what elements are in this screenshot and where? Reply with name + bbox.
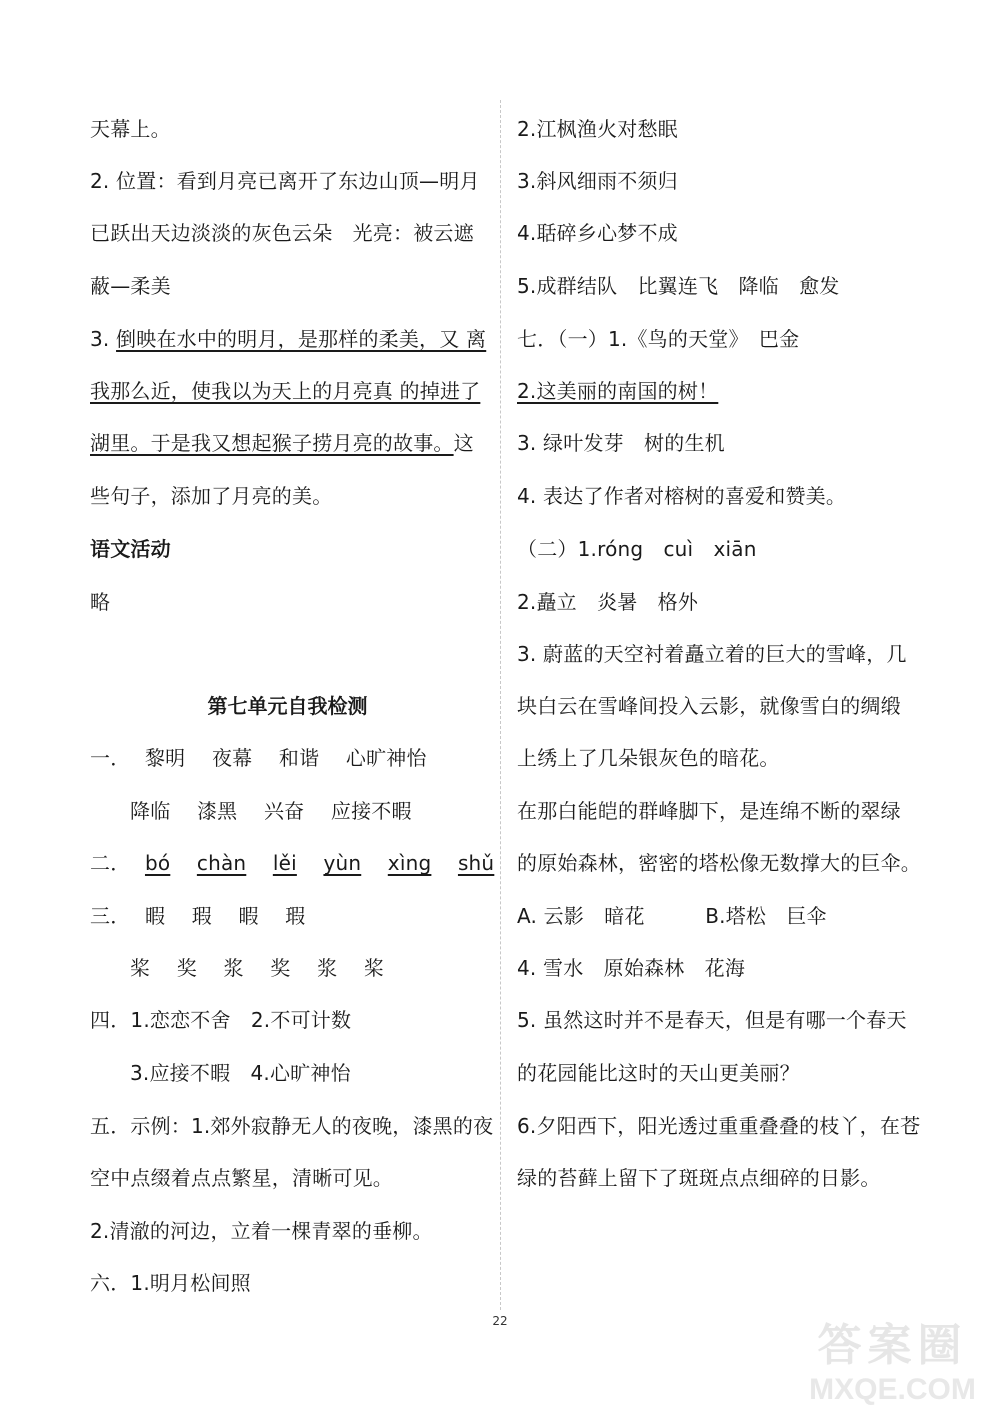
question-row <box>90 850 494 876</box>
answer-line: 空中点缀着点点繁星，清晰可见。 <box>90 1166 393 1190</box>
answer-line: 略 <box>90 590 111 614</box>
answer-line: 蔽—柔美 <box>90 274 171 298</box>
answer-line: A. 云影 暗花 B.塔松 巨伞 <box>517 904 827 928</box>
answer-char: 浆 <box>223 956 244 980</box>
answer-line: 2. 位置：看到月亮已离开了东边山顶—明月 <box>90 169 480 193</box>
pinyin-answer: bó <box>144 851 171 875</box>
answer-line: 五．示例：1.郊外寂静无人的夜晚，漆黑的夜 <box>90 1114 494 1138</box>
answer-line: 些句子，添加了月亮的美。 <box>90 484 333 508</box>
answer-char: 浆 <box>317 956 338 980</box>
answer-text: 这 <box>453 431 474 455</box>
unit-title: 第七单元自我检测 <box>207 694 368 718</box>
answer-line: 6.夕阳西下，阳光透过重重叠叠的枝丫，在苍 <box>517 1114 921 1138</box>
answer-line: 4. 雪水 原始森林 花海 <box>517 956 746 980</box>
question-label: 二． <box>90 851 131 875</box>
question-row <box>130 955 384 981</box>
answer-word: 和谐 <box>278 746 320 770</box>
answer-line: 2.清澈的河边，立着一棵青翠的垂柳。 <box>90 1219 433 1243</box>
answer-char: 瑕 <box>191 904 212 928</box>
answer-line: 已跃出天边淡淡的灰色云朵 光亮：被云遮 <box>90 221 474 245</box>
answer-word: 黎明 <box>144 746 186 770</box>
answer-line: 的花园能比这时的天山更美丽？ <box>517 1061 800 1085</box>
answer-line: 在那白能皑的群峰脚下，是连绵不断的翠绿 <box>517 799 901 823</box>
question-row <box>90 903 305 929</box>
underlined-sentence: 2.这美丽的南国的树！ <box>517 379 719 403</box>
watermark-logo: 答案圈 <box>817 1320 968 1371</box>
underlined-sentence: 我那么近，使我以为天上的月亮真 的掉进了 <box>90 379 481 403</box>
column-divider <box>500 100 501 1310</box>
answer-line: 的原始森林，密密的塔松像无数撑大的巨伞。 <box>517 851 921 875</box>
pinyin-answer: lěi <box>272 851 297 875</box>
pinyin-answer: chàn <box>196 851 247 875</box>
answer-char: 桨 <box>363 956 385 980</box>
question-label: 一． <box>90 746 131 770</box>
answer-line <box>90 326 486 352</box>
answer-char: 暇 <box>238 904 259 928</box>
answer-word: 夜幕 <box>211 746 253 770</box>
answer-char: 桨 <box>130 956 151 980</box>
watermark <box>795 1320 990 1410</box>
answer-char: 瑕 <box>285 904 306 928</box>
answer-word: 应接不暇 <box>330 799 412 823</box>
answer-line: 七．（一）1.《鸟的天堂》 巴金 <box>517 327 800 351</box>
answer-line: 天幕上。 <box>90 117 171 141</box>
answer-word: 漆黑 <box>196 799 238 823</box>
answer-char: 奖 <box>176 956 197 980</box>
answer-line <box>90 378 480 404</box>
underlined-sentence: 湖里。于是我又想起猴子捞月亮的故事。 <box>90 431 454 455</box>
question-row <box>90 745 427 771</box>
question-row <box>130 798 412 824</box>
question-label: 三． <box>90 904 131 928</box>
answer-char: 奖 <box>270 956 291 980</box>
answer-line: 3. 蔚蓝的天空衬着矗立着的巨大的雪峰，几 <box>517 642 907 666</box>
answer-line <box>517 378 718 404</box>
underlined-sentence: 倒映在水中的明月，是那样的柔美，又 离 <box>116 327 487 351</box>
watermark-url: MXQE.COM <box>809 1373 976 1406</box>
section-heading: 语文活动 <box>90 537 171 561</box>
page-number: 22 <box>492 1314 508 1328</box>
answer-line: 3.应接不暇 4.心旷神怡 <box>130 1061 351 1085</box>
answer-line: 5.成群结队 比翼连飞 降临 愈发 <box>517 274 840 298</box>
answer-number: 3. <box>90 327 117 351</box>
answer-word: 降临 <box>130 799 171 823</box>
answer-line: 3. 绿叶发芽 树的生机 <box>517 431 725 455</box>
pinyin-answer: yùn <box>323 851 362 875</box>
answer-line: 2.矗立 炎暑 格外 <box>517 590 699 614</box>
answer-line <box>90 430 474 456</box>
answer-line: 四．1.恋恋不舍 2.不可计数 <box>90 1008 352 1032</box>
answer-line: （二）1.róng cuì xiān <box>517 537 757 561</box>
pinyin-answer: xìng <box>387 851 432 875</box>
answer-line: 上绣上了几朵银灰色的暗花。 <box>517 746 780 770</box>
answer-line: 块白云在雪峰间投入云影，就像雪白的绸缎 <box>517 694 901 718</box>
answer-char: 暇 <box>144 904 166 928</box>
answer-word: 兴奋 <box>263 799 305 823</box>
answer-line: 4. 表达了作者对榕树的喜爱和赞美。 <box>517 484 847 508</box>
answer-line: 绿的苔藓上留下了斑斑点点细碎的日影。 <box>517 1166 881 1190</box>
answer-line: 5. 虽然这时并不是春天，但是有哪一个春天 <box>517 1008 907 1032</box>
answer-line: 六．1.明月松间照 <box>90 1271 251 1295</box>
answer-line: 3.斜风细雨不须归 <box>517 169 678 193</box>
answer-line: 4.聒碎乡心梦不成 <box>517 221 678 245</box>
answer-line: 2.江枫渔火对愁眠 <box>517 117 678 141</box>
pinyin-answer: shǔ <box>457 851 495 875</box>
answer-word: 心旷神怡 <box>345 746 427 770</box>
